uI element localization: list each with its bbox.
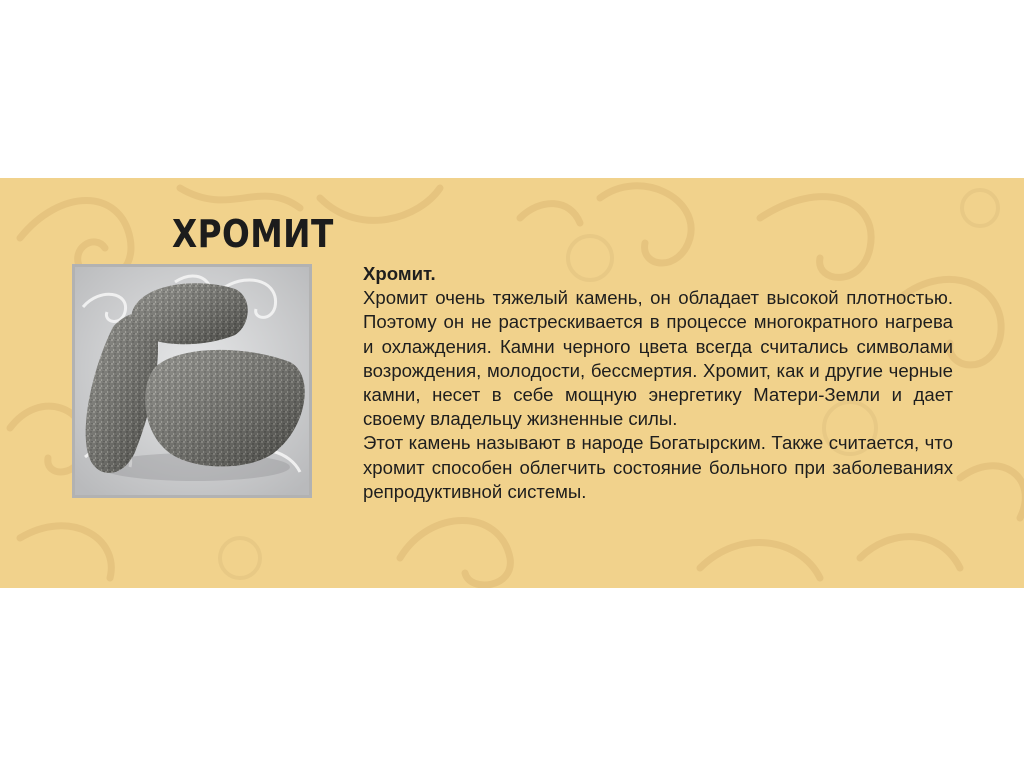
stones-image <box>72 264 312 498</box>
page-title: ХРОМИТ <box>172 212 334 256</box>
info-banner <box>0 178 1024 588</box>
stones-image-graphic <box>75 267 309 495</box>
description-block <box>363 262 953 504</box>
description-heading: Хромит. <box>363 263 436 284</box>
description-paragraph-2: Этот камень называют в народе Богатырским. Также считается, что хромит способен облегчить состояние больного при заболеваниях репродуктивной системы. <box>363 432 953 502</box>
description-paragraph-1: Хромит очень тяжелый камень, он обладает высокой плотностью. Поэтому он не растрескивается в процессе многократного нагрева и охлаждения. Камни черного цвета всегда считались символами возрождения, молодости, бессмертия. Хромит, как и другие черные камни, несет в себе мощную энергетику Матери-Земли и дает своему владельцу жизненные силы. <box>363 287 953 430</box>
